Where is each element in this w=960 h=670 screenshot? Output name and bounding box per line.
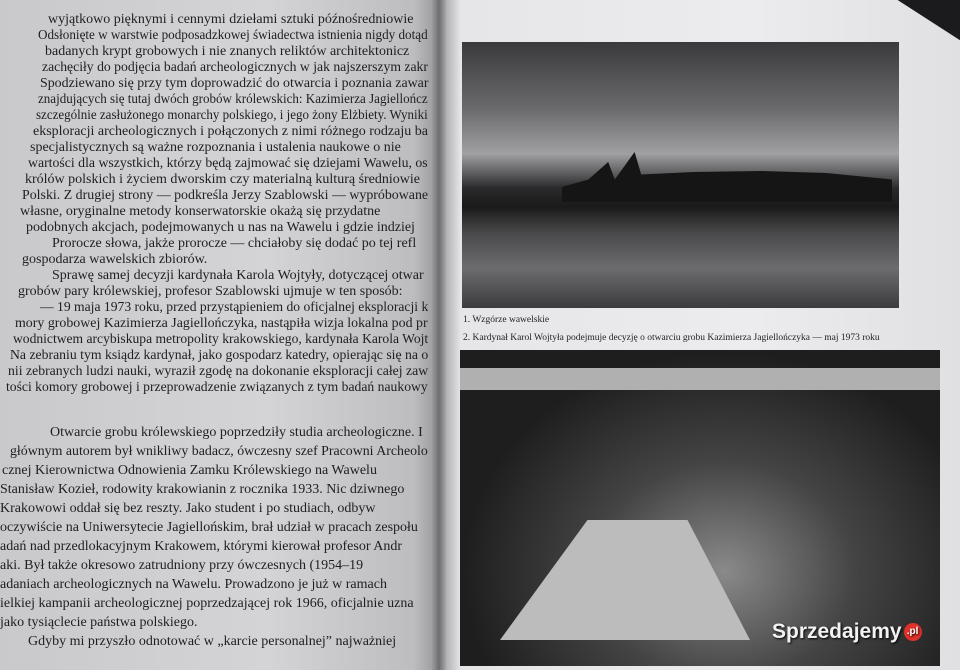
photo-wawel-hill (462, 42, 899, 308)
watermark-logo (772, 620, 922, 644)
ceiling-beam (460, 368, 940, 390)
text-line: Spodziewano się przy tym doprowadzić do otwarcia i poznania zawar (40, 76, 429, 91)
text-line: zachęciły do podjęcia badań archeologicznych w jak najszerszym zakr (42, 60, 428, 75)
text-line: Prorocze słowa, jakże prorocze — chciałoby się dodać po tej refl (52, 236, 417, 251)
text-line: Odsłonięte w warstwie podposadzkowej świadectwa istnienia nigdy dotąd (38, 28, 428, 43)
text-line: tości komory grobowej i przeprowadzenie związanych z tym badań naukowy (6, 380, 428, 395)
watermark-badge: .pl (904, 623, 922, 641)
text-line: wodnictwem arcybiskupa metropolity krakowskiego, kardynała Karola Wojt (13, 332, 429, 347)
text-line: — 19 maja 1973 roku, przed przystąpieniem do oficjalnej eksploracji k (40, 300, 429, 315)
text-line: gospodarza wawelskich zbiorów. (22, 252, 208, 267)
caption-photo-2: 2. Kardynał Karol Wojtyła podejmuje decyzję o otwarciu grobu Kazimierza Jagiellończyka — maj 1973 roku (463, 333, 880, 343)
text-line: podobnych akcjach, podejmowanych u nas na Wawelu i gdzie indziej (26, 220, 415, 235)
text-line: Otwarcie grobu królewskiego poprzedziły studia archeologiczne. I (50, 425, 423, 440)
text-line: oczywiście na Uniwersytecie Jagiellońskim, brał udział w pracach zespołu (0, 520, 418, 535)
text-line: głównym autorem był wnikliwy badacz, ówczesny szef Pracowni Archeolo (10, 444, 428, 459)
text-line: Krakowowi oddał się bez reszty. Jako student i po studiach, odbyw (0, 501, 376, 516)
text-line: wyjątkowo pięknymi i cennymi dziełami sztuki późnośredniowie (48, 12, 414, 27)
text-line: wartości dla wszystkich, którzy będą zajmować się dziejami Wawelu, os (28, 156, 428, 171)
castle-silhouette (562, 152, 892, 202)
watermark-text: Sprzedajemy (772, 620, 902, 643)
text-line: Polski. Z drugiej strony — podkreśla Jerzy Szablowski — wypróbowane (22, 188, 429, 203)
text-line: grobów pary królewskiej, profesor Szablowski ujmuje w ten sposób: (18, 284, 403, 299)
text-line: adaniach archeologicznych na Wawelu. Prowadzono je już w ramach (0, 577, 387, 592)
book-gutter (432, 0, 446, 670)
text-line: specjalistycznych są ważne rozpoznania i ustalenia naukowe o nie (30, 140, 401, 155)
text-line: Sprawę samej decyzji kardynała Karola Wojtyły, dotyczącej otwar (52, 268, 424, 283)
text-line: mory grobowej Kazimierza Jagiellończyka, nastąpiła wizja lokalna pod pr (15, 316, 428, 331)
text-line: Gdyby mi przyszło odnotować w „karcie personalnej” najważniej (28, 634, 397, 649)
text-line: badanych krypt grobowych i nie znanych reliktów architektonicz (45, 44, 410, 59)
text-line: królów polskich i życiem dworskim czy materialną kulturą średniowie (25, 172, 421, 187)
text-line: nii zebranych ludzi nauki, wyraził zgodę na dokonanie eksploracji całej zaw (8, 364, 429, 379)
text-line: cznej Kierownictwa Odnowienia Zamku Królewskiego na Wawelu (2, 463, 377, 478)
text-line: ielkiej kampanii archeologicznej poprzedzającej rok 1966, oficjalnie uzna (0, 596, 414, 611)
meeting-table (500, 520, 750, 640)
text-line: jako tysiąclecie państwa polskiego. (0, 615, 198, 630)
text-line: własne, oryginalne metody konserwatorskie okażą się przydatne (20, 204, 381, 219)
text-line: znajdujących się tutaj dwóch grobów królewskich: Kazimierza Jagiellończ (38, 92, 428, 107)
text-line: szczególnie zasłużonego monarchy polskiego, i jego żony Elżbiety. Wyniki (36, 108, 428, 123)
text-line: adań nad przedlokacyjnym Krakowem, którymi kierował profesor Andr (0, 539, 402, 554)
text-line: Na zebraniu tym ksiądz kardynał, jako gospodarz katedry, opierając się na o (10, 348, 429, 363)
text-line: Stanisław Kozieł, rodowity krakowianin z rocznika 1933. Nic dziwnego (0, 482, 405, 497)
caption-photo-1: 1. Wzgórze wawelskie (463, 315, 550, 325)
photo-cardinal-meeting (460, 350, 940, 666)
text-line: aki. Był także okresowo zatrudniony przy ówczesnych (1954–19 (0, 558, 364, 573)
text-line: eksploracji archeologicznych i połączonych z nimi różnego rodzaju ba (33, 124, 428, 139)
